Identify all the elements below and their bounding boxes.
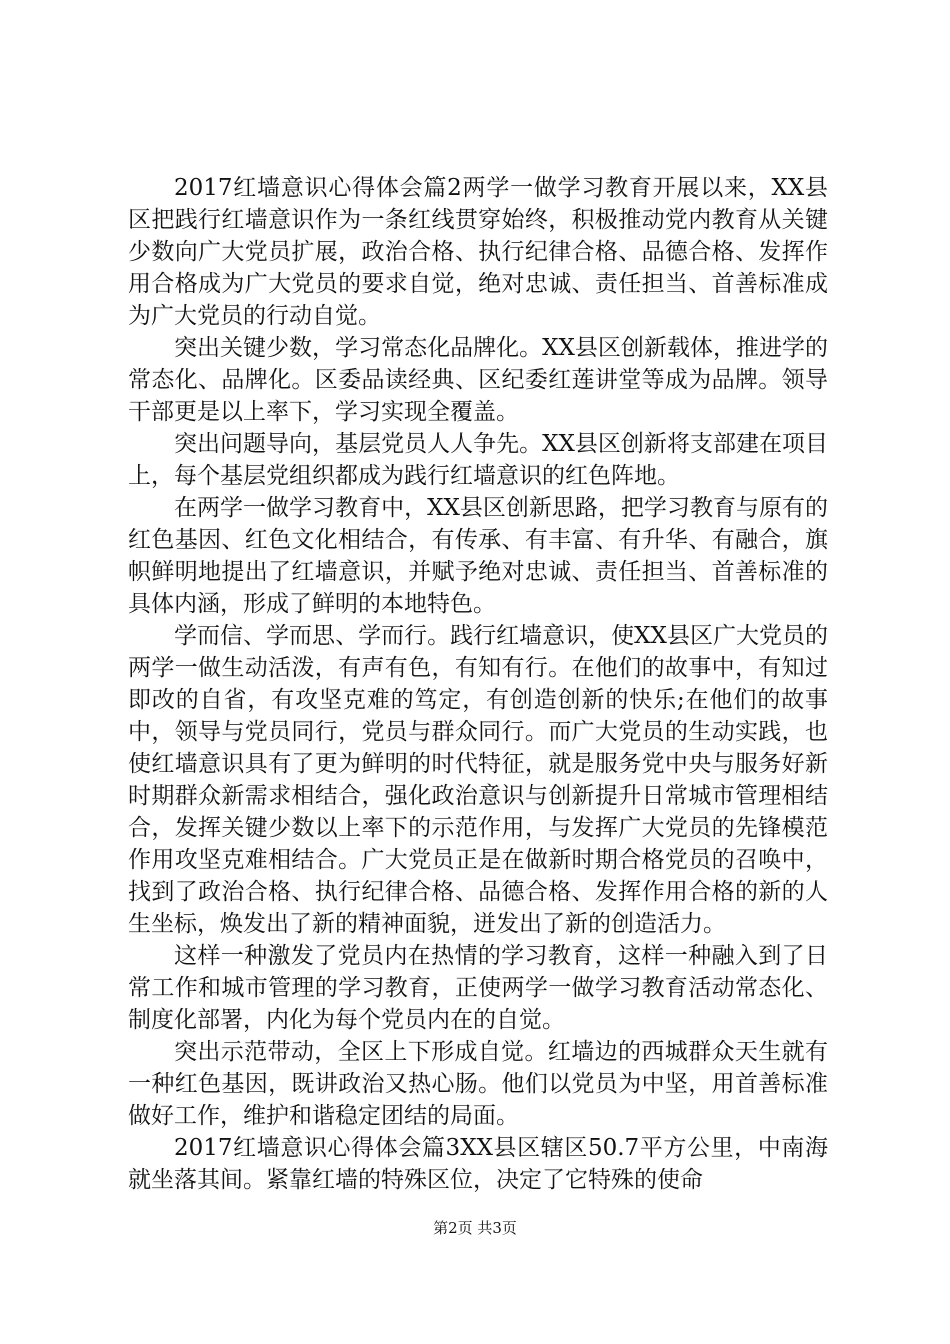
paragraph: 突出问题导向，基层党员人人争先。XX县区创新将支部建在项目上，每个基层党组织都成为践行红墙意识的红色阵地。 [128, 431, 828, 489]
document-body [128, 172, 828, 1196]
paragraph: 学而信、学而思、学而行。践行红墙意识，使XX县区广大党员的两学一做生动活泼，有声有色，有知有行。在他们的故事中，有知过即改的自省，有攻坚克难的笃定，有创造创新的快乐;在他们的故事中，领导与党员同行，党员与群众同行。而广大党员的生动实践，也使红墙意识具有了更为鲜明的时代特征，就是服务党中央与服务好新时期群众新需求相结合，强化政治意识与创新提升日常城市管理相结合，发挥关键少数以上率下的示范作用，与发挥广大党员的先锋模范作用攻坚克难相结合。广大党员正是在做新时期合格党员的召唤中，找到了政治合格、执行纪律合格、品德合格、发挥作用合格的新的人生坐标，焕发出了新的精神面貌，迸发出了新的创造活力。 [128, 623, 828, 937]
paragraph: 这样一种激发了党员内在热情的学习教育，这样一种融入到了日常工作和城市管理的学习教育，正使两学一做学习教育活动常态化、制度化部署，内化为每个党员内在的自觉。 [128, 943, 828, 1033]
paragraph: 2017红墙意识心得体会篇2两学一做学习教育开展以来，XX县区把践行红墙意识作为一条红线贯穿始终，积极推动党内教育从关键少数向广大党员扩展，政治合格、执行纪律合格、品德合格、发挥作用合格成为广大党员的要求自觉，绝对忠诚、责任担当、首善标准成为广大党员的行动自觉。 [128, 175, 828, 329]
paragraph: 在两学一做学习教育中，XX县区创新思路，把学习教育与原有的红色基因、红色文化相结合，有传承、有丰富、有升华、有融合，旗帜鲜明地提出了红墙意识，并赋予绝对忠诚、责任担当、首善标准的具体内涵，形成了鲜明的本地特色。 [128, 495, 828, 617]
paragraph: 突出关键少数，学习常态化品牌化。XX县区创新载体，推进学的常态化、品牌化。区委品读经典、区纪委红莲讲堂等成为品牌。领导干部更是以上率下，学习实现全覆盖。 [128, 335, 828, 425]
paragraph: 突出示范带动，全区上下形成自觉。红墙边的西城群众天生就有一种红色基因，既讲政治又热心肠。他们以党员为中坚，用首善标准做好工作，维护和谐稳定团结的局面。 [128, 1039, 828, 1129]
paragraph: 2017红墙意识心得体会篇3XX县区辖区50.7平方公里，中南海就坐落其间。紧靠红墙的特殊区位，决定了它特殊的使命 [128, 1135, 828, 1193]
page-number-footer: 第2页 共3页 [433, 1219, 517, 1237]
